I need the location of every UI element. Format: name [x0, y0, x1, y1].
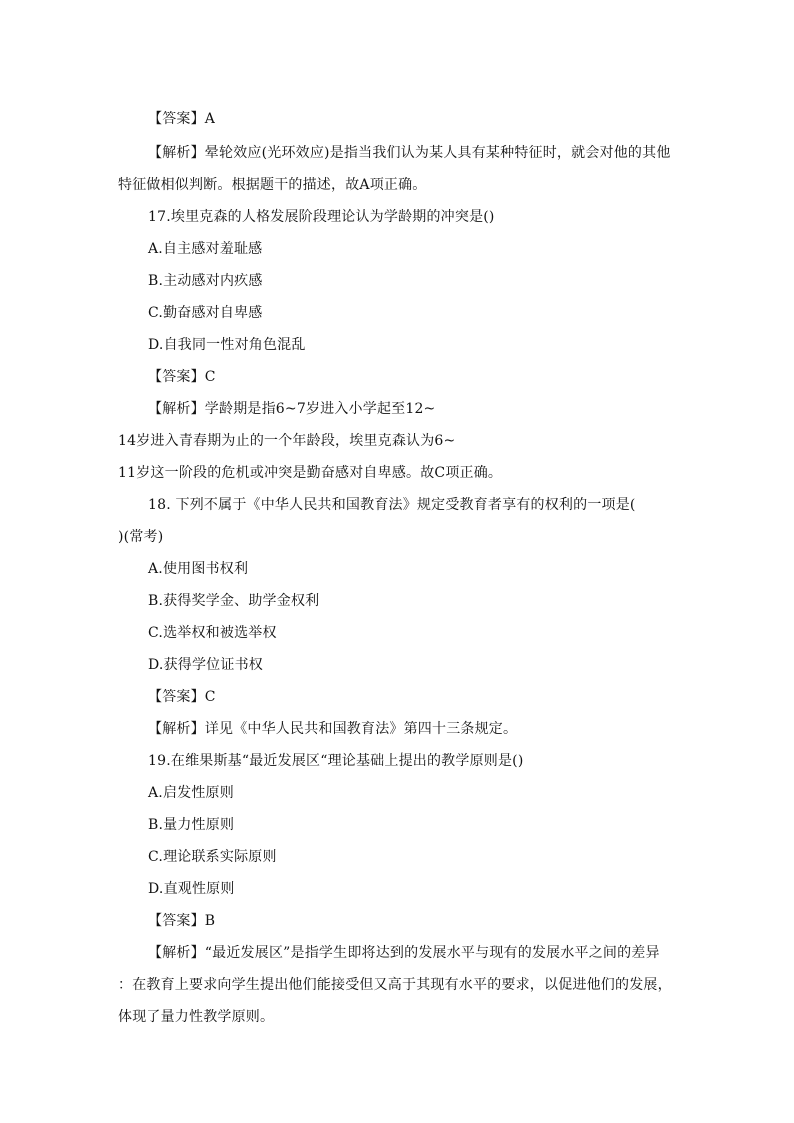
- question-19-option-d: D.直观性原则: [148, 881, 235, 897]
- question-19-option-c: C.理论联系实际原则: [148, 849, 277, 865]
- analysis-17-line-2: 14岁进入青春期为止的一个年龄段，埃里克森认为6~: [118, 433, 456, 449]
- answer-label-18: 【答案】C: [148, 689, 216, 705]
- question-18-line-2: )(常考): [118, 529, 164, 545]
- question-17-option-d: D.自我同一性对角色混乱: [148, 337, 306, 353]
- question-19-option-a: A.启发性原则: [148, 785, 234, 801]
- analysis-17-line-1: 【解析】学龄期是指6~7岁进入小学起至12~: [148, 401, 436, 417]
- question-17-option-c: C.勤奋感对自卑感: [148, 305, 263, 321]
- answer-label-19: 【答案】B: [148, 913, 216, 929]
- question-17-option-a: A.自主感对羞耻感: [148, 241, 263, 257]
- analysis-19-line-2: ：在教育上要求向学生提出他们能接受但又高于其现有水平的要求，以促进他们的发展，: [118, 977, 672, 993]
- analysis-16-line-2: 特征做相似判断。根据题干的描述，故A项正确。: [118, 177, 427, 193]
- question-18-option-a: A.使用图书权利: [148, 561, 249, 577]
- question-17-option-b: B.主动感对内疚感: [148, 273, 263, 289]
- analysis-16-line-1: 【解析】晕轮效应(光环效应)是指当我们认为某人具有某种特征时，就会对他的其他: [148, 145, 671, 161]
- question-19-option-b: B.量力性原则: [148, 817, 235, 833]
- question-18-option-b: B.获得奖学金、助学金权利: [148, 593, 320, 609]
- question-17: 17.埃里克森的人格发展阶段理论认为学龄期的冲突是(): [148, 209, 495, 225]
- analysis-19-line-1: 【解析】“最近发展区”是指学生即将达到的发展水平与现有的发展水平之间的差异: [148, 945, 660, 961]
- analysis-19-line-3: 体现了量力性教学原则。: [118, 1009, 275, 1025]
- question-18-option-c: C.选举权和被选举权: [148, 625, 277, 641]
- question-18-option-d: D.获得学位证书权: [148, 657, 263, 673]
- analysis-18: 【解析】详见《中华人民共和国教育法》第四十三条规定。: [148, 721, 518, 737]
- question-19: 19.在维果斯基“最近发展区“理论基础上提出的教学原则是(): [148, 753, 524, 769]
- answer-label-16: 【答案】A: [148, 111, 216, 127]
- answer-label-17: 【答案】C: [148, 369, 216, 385]
- question-18-line-1: 18. 下列不属于《中华人民共和国教育法》规定受教育者享有的权利的一项是(: [148, 497, 636, 513]
- analysis-17-line-3: 11岁这一阶段的危机或冲突是勤奋感对自卑感。故C项正确。: [118, 465, 503, 481]
